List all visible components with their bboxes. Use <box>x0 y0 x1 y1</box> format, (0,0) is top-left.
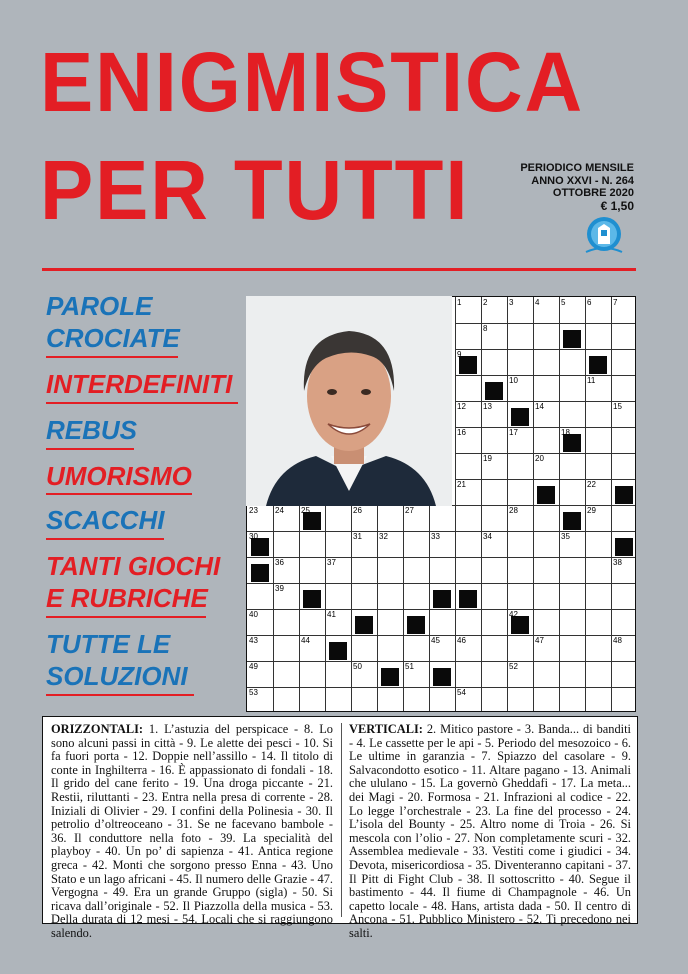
verticali-text: 2. Mitico pastore - 3. Banda... di banditi - 4. Le cassette per le api - 5. Periodo del mesozoico - 6. Le ultime in garanzia - 7. Spiazzo del casolare - 9. Salvacondotto esotico - 11. Altare pagano - 13. Animali che ululano - 15. La governò Gheddafi - 17. La meta... dei Magi - 20. Formosa - 21. Infrazioni al codice - 22. Lo legge l’orchestrale - 23. La fine del processo - 24. L’isola del Bounty - 25. Altro nome di Troia - 26. Si mescola con l’olio - 27. Non completamente scuri - 32. Assemblea medievale - 33. Vestiti come i giudici - 34. Devota, misericordiosa - 35. Diventeranno capitani - 37. Il Pitt di Fight Club - 38. Il sottoscritto - 40. Segue il bastimento - 44. Il fiume di Champagnole - 46. Un capetto locale - 48. Hans, artista dada - 50. Il centro di Ancona - 51. Pubblico Ministero - 52. Ti precedono nei salti. <box>349 722 631 940</box>
feature-underline <box>46 402 238 404</box>
grid-line <box>455 401 635 402</box>
cell-number: 5 <box>561 298 566 307</box>
black-square <box>433 590 451 608</box>
cell-number: 7 <box>613 298 618 307</box>
cell-number: 15 <box>613 402 622 411</box>
cell-number: 1 <box>457 298 462 307</box>
cell-number: 9 <box>457 350 462 359</box>
grid-line <box>429 505 430 711</box>
feature-underline <box>46 616 206 618</box>
black-square <box>485 382 503 400</box>
cell-number: 3 <box>509 298 514 307</box>
cell-number: 40 <box>249 610 258 619</box>
cell-number: 52 <box>509 662 518 671</box>
orizzontali-text: 1. L’astuzia del perspicace - 8. Lo sono alcuni passi in città - 9. Le alette dei pesci - 10. Si fa fuori porta - 12. Doppie nell’assillo - 14. Il titolo di conte in Inghilterra - 16. È appassionato di fondali - 18. Il grido del cane ferito - 19. Una droga piccante - 21. Restii, riluttanti - 23. Entra nella presa di corrente - 28. Iniziali di Olivier - 29. I confini della Polinesia - 30. Il petrolio d’oltreoceano - 31. Se ne facevano bambole - 36. Il conduttore nella foto - 39. La specialità del playboy - 40. Un po’ di sapienza - 41. Antica regione greca - 42. Monti che sorgono presso Enna - 43. Uno Stato e un lago africani - 45. Il numero delle Grazie - 47. Vergogna - 49. Era un grande Gruppo (sigla) - 50. Si ricava dall’originale - 52. Il Piazzolla della musica - 53. Della durata di 12 mesi - 54. Locali che si raggiungono salendo. <box>51 722 333 940</box>
cell-number: 16 <box>457 428 466 437</box>
grid-line <box>585 297 586 711</box>
black-square <box>303 590 321 608</box>
cell-number: 28 <box>509 506 518 515</box>
cell-number: 22 <box>587 480 596 489</box>
feature-underline <box>46 493 192 495</box>
cell-number: 2 <box>483 298 488 307</box>
cell-number: 14 <box>535 402 544 411</box>
cell-number: 49 <box>249 662 258 671</box>
feature-0: PAROLE <box>46 291 153 321</box>
clues-verticali <box>349 723 631 941</box>
publisher-logo-icon <box>584 214 624 258</box>
cell-number: 12 <box>457 402 466 411</box>
cell-number: 30 <box>249 532 258 541</box>
grid-line <box>247 583 635 584</box>
grid-line <box>403 505 404 711</box>
clues-orizzontali <box>51 723 333 941</box>
cell-number: 33 <box>431 532 440 541</box>
black-square <box>355 616 373 634</box>
cell-number: 4 <box>535 298 540 307</box>
cell-number: 48 <box>613 636 622 645</box>
black-square <box>251 564 269 582</box>
cell-number: 18 <box>561 428 570 437</box>
cell-number: 43 <box>249 636 258 645</box>
grid-line <box>247 531 635 532</box>
black-square <box>589 356 607 374</box>
grid-line <box>455 297 456 711</box>
grid-line <box>273 505 274 711</box>
cell-number: 47 <box>535 636 544 645</box>
grid-line <box>611 297 612 711</box>
feature-8: TUTTE LE <box>46 629 171 659</box>
feature-7: E RUBRICHE <box>46 583 208 613</box>
grid-line <box>455 375 635 376</box>
grid-line <box>377 505 378 711</box>
feature-underline <box>46 538 164 540</box>
grid-line <box>247 661 635 662</box>
cell-number: 8 <box>483 324 488 333</box>
masthead-title-line1: ENIGMISTICA <box>40 35 585 129</box>
cell-number: 6 <box>587 298 592 307</box>
feature-4: UMORISMO <box>46 461 192 491</box>
black-square <box>407 616 425 634</box>
grid-line <box>247 557 635 558</box>
cell-number: 45 <box>431 636 440 645</box>
cell-number: 38 <box>613 558 622 567</box>
black-square <box>381 668 399 686</box>
issue-price: € 1,50 <box>600 198 634 213</box>
black-square <box>537 486 555 504</box>
black-square <box>511 408 529 426</box>
grid-line <box>455 427 635 428</box>
cell-number: 34 <box>483 532 492 541</box>
cell-number: 46 <box>457 636 466 645</box>
grid-line <box>299 505 300 711</box>
grid-line <box>455 349 635 350</box>
feature-3: REBUS <box>46 415 138 445</box>
cell-number: 37 <box>327 558 336 567</box>
issue-info <box>520 162 634 212</box>
host-portrait-image <box>246 296 452 506</box>
feature-underline <box>46 448 134 450</box>
cell-number: 24 <box>275 506 284 515</box>
feature-5: SCACCHI <box>46 505 165 535</box>
feature-2: INTERDEFINITI <box>46 369 233 399</box>
cell-number: 11 <box>587 376 596 385</box>
feature-6: TANTI GIOCHI <box>46 551 221 581</box>
cell-number: 39 <box>275 584 284 593</box>
cell-number: 10 <box>509 376 518 385</box>
issue-number: ANNO XXVI - N. 264 <box>531 174 634 187</box>
grid-line <box>325 505 326 711</box>
masthead-title-line2: PER TUTTI <box>40 143 470 237</box>
black-square <box>459 356 477 374</box>
grid-line <box>351 505 352 711</box>
cell-number: 23 <box>249 506 258 515</box>
black-square <box>615 486 633 504</box>
cell-number: 19 <box>483 454 492 463</box>
host-photo <box>246 296 452 506</box>
black-square <box>563 512 581 530</box>
cell-number: 51 <box>405 662 414 671</box>
cell-number: 50 <box>353 662 362 671</box>
feature-underline <box>46 356 178 358</box>
grid-line <box>481 297 482 711</box>
black-square <box>459 590 477 608</box>
cell-number: 17 <box>509 428 518 437</box>
cell-number: 13 <box>483 402 492 411</box>
black-square <box>433 668 451 686</box>
cell-number: 25 <box>301 506 310 515</box>
grid-line <box>559 297 560 711</box>
feature-9: SOLUZIONI <box>46 661 188 691</box>
cell-number: 20 <box>535 454 544 463</box>
cell-number: 44 <box>301 636 310 645</box>
grid-line <box>247 687 635 688</box>
masthead-divider <box>42 268 636 271</box>
cell-number: 35 <box>561 532 570 541</box>
cell-number: 21 <box>457 480 466 489</box>
cell-number: 27 <box>405 506 414 515</box>
grid-line <box>247 609 635 610</box>
issue-date: OTTOBRE 2020 <box>552 187 634 199</box>
feature-1: CROCIATE <box>46 323 180 353</box>
cell-number: 42 <box>509 610 518 619</box>
clues-box <box>42 716 638 940</box>
cell-number: 41 <box>327 610 336 619</box>
grid-line <box>533 297 534 711</box>
black-square <box>563 330 581 348</box>
cell-number: 54 <box>457 688 466 697</box>
orizzontali-label: ORIZZONTALI: <box>51 722 144 736</box>
cell-number: 53 <box>249 688 258 697</box>
grid-line <box>455 453 635 454</box>
feature-underline <box>46 694 194 696</box>
clues-divider <box>341 723 342 917</box>
issue-periodico: PERIODICO MENSILE <box>520 162 634 174</box>
cell-number: 36 <box>275 558 284 567</box>
black-square <box>615 538 633 556</box>
grid-line <box>455 479 635 480</box>
cell-number: 31 <box>353 532 362 541</box>
cell-number: 26 <box>353 506 362 515</box>
cell-number: 32 <box>379 532 388 541</box>
verticali-label: VERTICALI: <box>349 722 423 736</box>
grid-line <box>507 297 508 711</box>
black-square <box>329 642 347 660</box>
grid-line <box>455 323 635 324</box>
cell-number: 29 <box>587 506 596 515</box>
